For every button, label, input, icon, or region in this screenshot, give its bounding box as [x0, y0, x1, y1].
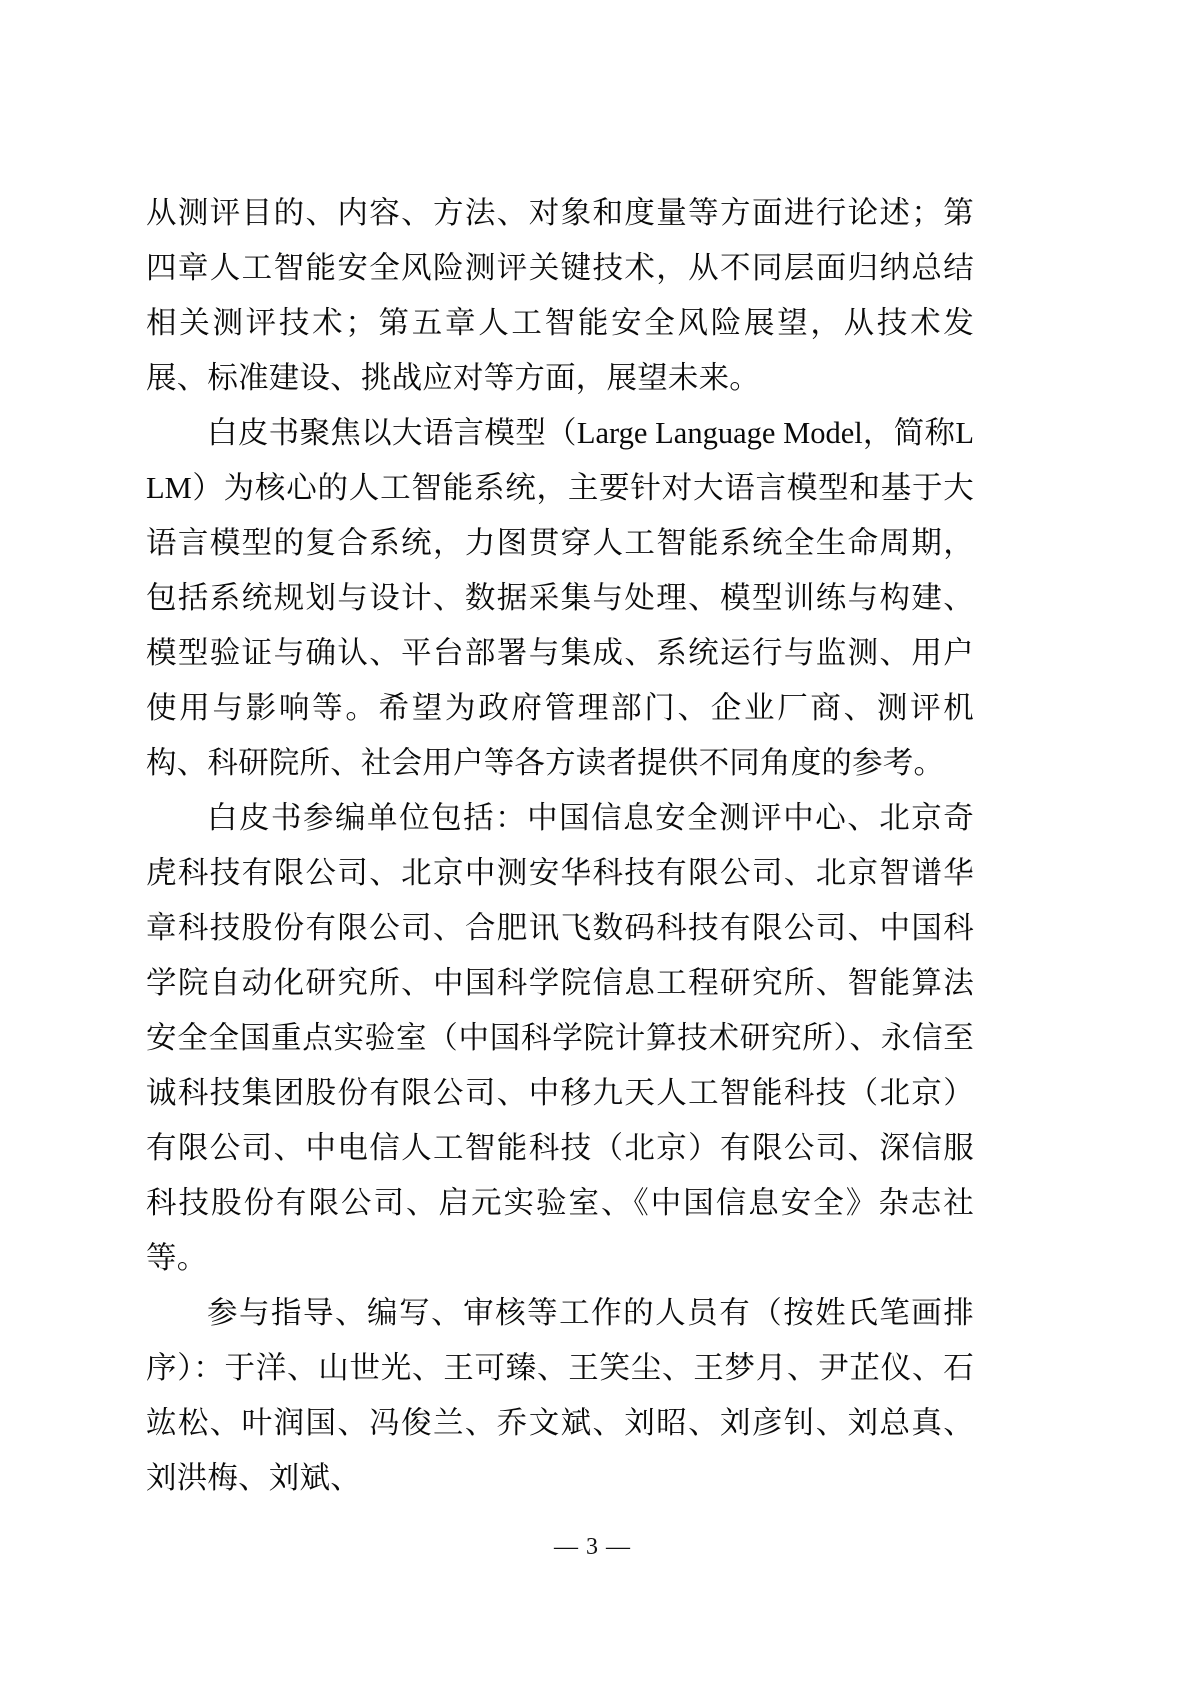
page-text-body: [146, 186, 974, 1506]
paragraph-contributors: 参与指导、编写、审核等工作的人员有（按姓氏笔画排序）：于洋、山世光、王可臻、王笑尘、王梦月、尹芷仪、石竑松、叶润国、冯俊兰、乔文斌、刘昭、刘彦钊、刘总真、刘洪梅、刘斌、: [146, 1296, 974, 1495]
paragraph-chapter-overview: 从测评目的、内容、方法、对象和度量等方面进行论述；第四章人工智能安全风险测评关键技术，从不同层面归纳总结相关测评技术；第五章人工智能安全风险展望，从技术发展、标准建设、挑战应对等方面，展望未来。: [146, 196, 974, 395]
llm-abbreviation: LLM: [146, 416, 975, 505]
page-footer: [0, 1534, 1185, 1561]
llm-scope-lead-text: 白皮书聚焦以大语言模型（: [207, 416, 577, 450]
paragraph-llm-scope: [146, 406, 974, 791]
paragraph-contributing-units: 白皮书参编单位包括：中国信息安全测评中心、北京奇虎科技有限公司、北京中测安华科技有限公司、北京智谱华章科技股份有限公司、合肥讯飞数码科技有限公司、中国科学院自动化研究所、中国科学院信息工程研究所、智能算法安全全国重点实验室（中国科学院计算技术研究所）、永信至诚科技集团股份有限公司、中移九天人工智能科技（北京）有限公司、中电信人工智能科技（北京）有限公司、深信服科技股份有限公司、启元实验室、《中国信息安全》杂志社等。: [146, 801, 974, 1275]
llm-scope-mid-text: ，简称: [862, 416, 956, 450]
page-number: — 3 —: [554, 1534, 631, 1560]
llm-scope-tail-text: ）为核心的人工智能系统，主要针对大语言模型和基于大语言模型的复合系统，力图贯穿人工智能系统全生命周期，包括系统规划与设计、数据采集与处理、模型训练与构建、模型验证与确认、平台部署与集成、系统运行与监测、用户使用与影响等。希望为政府管理部门、企业厂商、测评机构、科研院所、社会用户等各方读者提供不同角度的参考。: [146, 471, 974, 780]
llm-full-term: Large Language Model: [576, 416, 863, 450]
